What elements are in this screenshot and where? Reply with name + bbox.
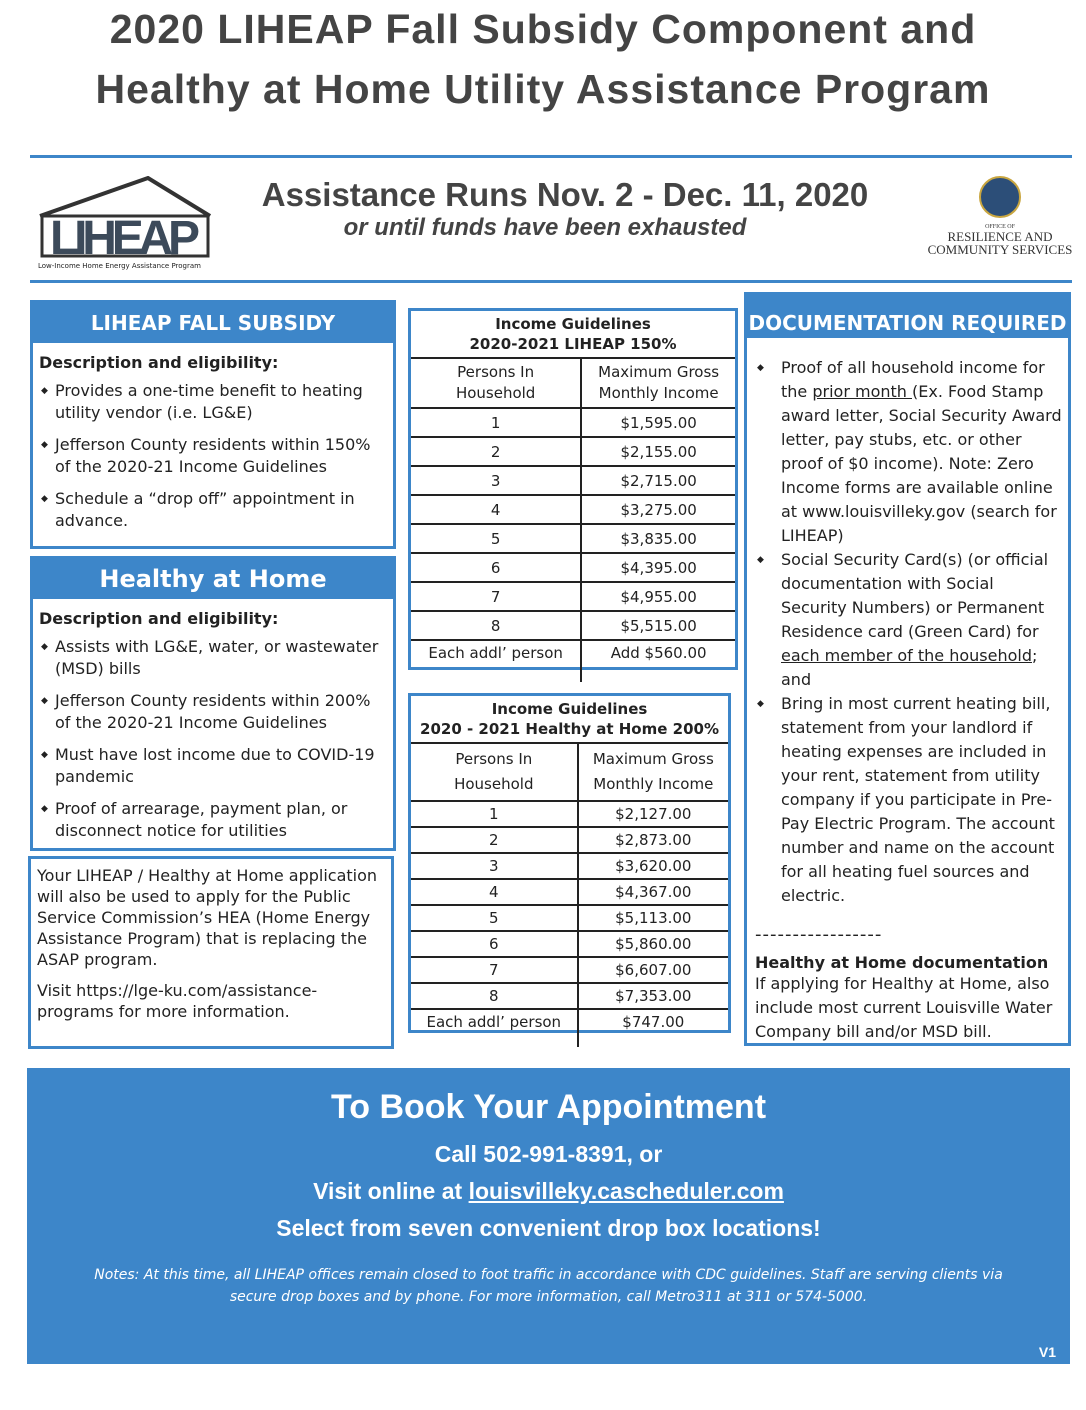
income-cell: $4,395.00 (581, 553, 735, 582)
income-cell: $4,367.00 (578, 879, 728, 905)
income-cell: $7,353.00 (578, 983, 728, 1009)
table-title: Income Guidelines (495, 315, 651, 333)
income-cell: $4,955.00 (581, 582, 735, 611)
fall-subsidy-heading: LIHEAP FALL SUBSIDY (33, 303, 393, 343)
list-item: ◆ Must have lost income due to COVID-19 pandemic (39, 744, 387, 788)
col-header: Monthly Income (593, 775, 714, 793)
persons-cell: 8 (411, 611, 581, 640)
text: (Ex. Food Stamp award letter, Social Security Award letter, pay stubs, etc. or other proof of $0 income). Note: Zero Income forms are available online at www.louisvilleky.gov (search for LIHEAP) (781, 382, 1062, 545)
income-cell: $2,155.00 (581, 437, 735, 466)
income-cell: $3,275.00 (581, 495, 735, 524)
table-row (411, 437, 735, 466)
hea-info-box (28, 856, 394, 1049)
healthy-home-income-table (408, 693, 731, 1033)
home-subheading: Description and eligibility: (39, 609, 279, 628)
table-row (411, 905, 728, 931)
table-row (411, 879, 728, 905)
income-cell: $5,860.00 (578, 931, 728, 957)
title-line-2: Healthy at Home Utility Assistance Program (95, 66, 991, 112)
income-cell: $3,620.00 (578, 853, 728, 879)
office-small: OFFICE OF (985, 224, 1015, 230)
text: ; and (781, 646, 1038, 689)
booking-heading: To Book Your Appointment (330, 1088, 767, 1126)
table-row (411, 524, 735, 553)
table-row (411, 931, 728, 957)
table-row (411, 983, 728, 1009)
funds-note: or until funds have been exhausted (343, 214, 747, 241)
persons-cell: 3 (411, 853, 578, 879)
table-row (411, 827, 728, 853)
documentation-box (744, 292, 1071, 1046)
phone-line: Call 502-991-8391, or (434, 1141, 663, 1167)
divider (30, 155, 1072, 158)
income-cell: $2,715.00 (581, 466, 735, 495)
table-row (411, 957, 728, 983)
healthy-home-box (30, 556, 396, 851)
underlined-text: prior month (812, 382, 912, 401)
booking-banner (27, 1068, 1070, 1364)
fall-subheading: Description and eligibility: (39, 353, 279, 372)
col-header: Monthly Income (598, 384, 719, 402)
table-row (411, 640, 735, 682)
visit-line (27, 1178, 1070, 1205)
lge-link-paragraph: Visit https://lge-ku.com/assistance-programs for more information. (37, 981, 318, 1021)
table-row (411, 495, 735, 524)
persons-cell: 4 (411, 879, 578, 905)
persons-cell: 2 (411, 827, 578, 853)
logo-caption: Low-Income Home Energy Assistance Program (38, 262, 201, 270)
notes: Notes: At this time, all LIHEAP offices remain closed to foot traffic in accordance with CDC guidelines. Staff are serving clients via secure drop boxes and by phone. For more information, call Metro311 at 311 or 574-5000. (94, 1267, 1003, 1305)
visit-text: Visit online at (313, 1178, 469, 1204)
hea-paragraph: Your LIHEAP / Healthy at Home application will also be used to apply for the Public Service Commission’s HEA (Home Energy Assistance Program) that is replacing the ASAP program. (37, 866, 378, 969)
fall-subsidy-box (30, 300, 396, 549)
table-row (411, 853, 728, 879)
doc-item-income (755, 356, 1064, 548)
col-header: Persons In (455, 750, 533, 768)
income-cell: $5,515.00 (581, 611, 735, 640)
liheap-income-table (408, 308, 738, 670)
list-item: ◆ Proof of arrearage, payment plan, or disconnect notice for utilities (39, 798, 387, 842)
hah-doc-text: If applying for Healthy at Home, also include most current Louisville Water Company bill and/or MSD bill. (755, 974, 1053, 1041)
table-row (411, 408, 735, 437)
persons-cell: 8 (411, 983, 578, 1009)
col-header: Maximum Gross (592, 750, 714, 768)
col-header: Household (455, 384, 536, 402)
persons-cell: 6 (411, 553, 581, 582)
income-cell: $747.00 (578, 1009, 728, 1047)
table-subtitle: 2020 - 2021 Healthy at Home 200% (420, 720, 719, 738)
text: Proof of all household income for the (781, 358, 1045, 401)
list-item: ◆ Assists with LG&E, water, or wastewater (MSD) bills (39, 636, 387, 680)
doc-item-ssn (755, 548, 1064, 692)
list-item: ◆ Jefferson County residents within 150% of the 2020-21 Income Guidelines (39, 434, 387, 478)
persons-cell: 1 (411, 408, 581, 437)
income-cell: $3,835.00 (581, 524, 735, 553)
persons-cell: 6 (411, 931, 578, 957)
col-header: Household (454, 775, 534, 793)
persons-cell: Each addl’ person (411, 1009, 578, 1047)
dates-banner (220, 176, 910, 242)
office-logo (915, 176, 1085, 256)
dashed-divider: ----------------- (755, 924, 883, 945)
income-cell: $2,873.00 (578, 827, 728, 853)
office-line-1: RESILIENCE AND (947, 229, 1053, 244)
persons-cell: 4 (411, 495, 581, 524)
income-cell: Add $560.00 (581, 640, 735, 682)
healthy-home-heading: Healthy at Home (33, 559, 393, 599)
doc-item-bill: ◆ Bring in most current heating bill, statement from your landlord if heating expenses are included in your rent, statement from utility company if you participate in Pre-Pay Electric Program. The account number and name on the account for all heating fuel sources and electric. (755, 692, 1064, 908)
documentation-heading: DOCUMENTATION REQUIRED (744, 292, 1071, 338)
list-item: ◆ Jefferson County residents within 200% of the 2020-21 Income Guidelines (39, 690, 387, 734)
table-row (411, 466, 735, 495)
scheduler-link[interactable]: louisvilleky.cascheduler.com (468, 1178, 784, 1204)
income-cell: $2,127.00 (578, 801, 728, 827)
table-row (411, 1009, 728, 1047)
col-header: Persons In (457, 363, 535, 381)
table-row (411, 801, 728, 827)
persons-cell: 7 (411, 582, 581, 611)
table-row (411, 611, 735, 640)
persons-cell: 3 (411, 466, 581, 495)
list-item: ◆ Schedule a “drop off” appointment in advance. (39, 488, 387, 532)
table-row (411, 553, 735, 582)
table-row (411, 582, 735, 611)
version-label: V1 (1038, 1344, 1056, 1360)
text: Social Security Card(s) (or official documentation with Social Security Numbers) or Permanent Residence card (Green Card) for (781, 550, 1049, 641)
persons-cell: 1 (411, 801, 578, 827)
seal-icon (979, 176, 1021, 218)
income-cell: $5,113.00 (578, 905, 728, 931)
persons-cell: 2 (411, 437, 581, 466)
title-line-1: 2020 LIHEAP Fall Subsidy Component and (109, 6, 977, 52)
office-line-2: COMMUNITY SERVICES (927, 242, 1073, 257)
assistance-dates: Assistance Runs Nov. 2 - Dec. 11, 2020 (261, 176, 869, 213)
hah-doc-title: Healthy at Home documentation (755, 953, 1049, 972)
persons-cell: 7 (411, 957, 578, 983)
persons-cell: 5 (411, 524, 581, 553)
col-header: Maximum Gross (598, 363, 720, 381)
logo-text: LIHEAP (50, 212, 200, 258)
table-title: Income Guidelines (491, 700, 648, 718)
dropbox-line: Select from seven convenient drop box locations! (276, 1215, 821, 1241)
list-item: ◆ Provides a one-time benefit to heating utility vendor (i.e. LG&E) (39, 380, 387, 424)
income-cell: $1,595.00 (581, 408, 735, 437)
persons-cell: Each addl’ person (411, 640, 581, 682)
underlined-text: each member of the household (781, 646, 1032, 665)
income-cell: $6,607.00 (578, 957, 728, 983)
persons-cell: 5 (411, 905, 578, 931)
table-subtitle: 2020-2021 LIHEAP 150% (469, 335, 677, 353)
divider (30, 280, 1072, 283)
